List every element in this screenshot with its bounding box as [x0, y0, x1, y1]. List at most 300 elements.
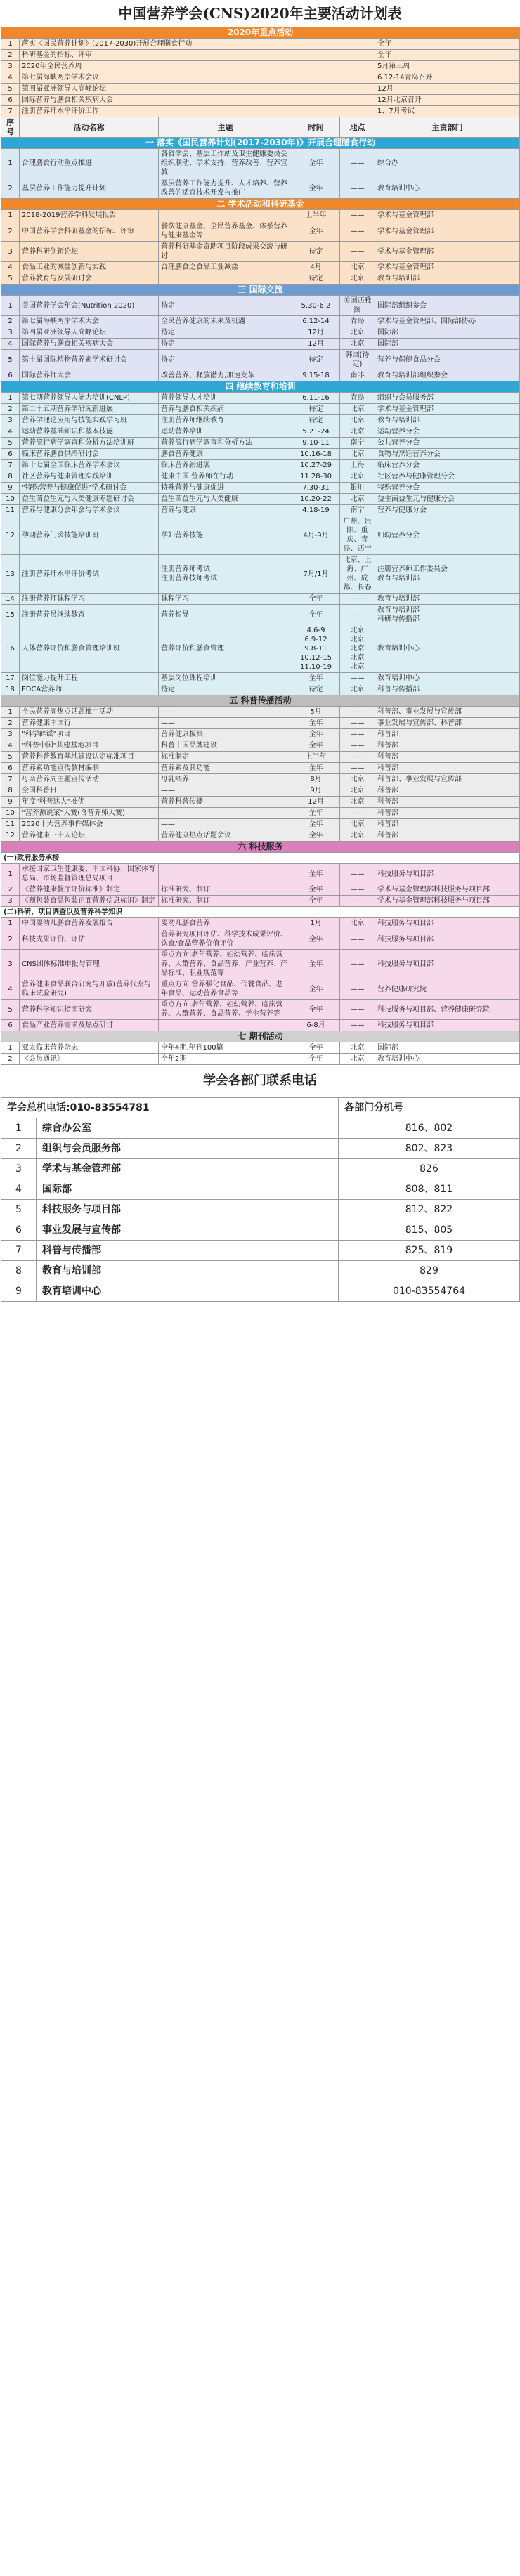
row-dept: 科普部 [375, 752, 520, 763]
row-theme: 标准研究、制订 [159, 896, 292, 907]
row-no: 12 [1, 516, 20, 555]
row-place: —— [340, 242, 375, 262]
row-place: —— [340, 707, 375, 718]
row-name: 美国营养学会年会(Nutrition 2020) [20, 296, 159, 316]
key-row [1, 106, 520, 117]
row-theme: 待定 [159, 296, 292, 316]
row-dept: 国际部组织参会 [375, 296, 520, 316]
row-name: 营养健康中国行 [20, 718, 159, 729]
row-theme [159, 1020, 292, 1031]
row-place: 南宁 [340, 438, 375, 449]
key-row-time: 全年 [375, 50, 520, 61]
contact-main-label: 学会总机电话:010-83554781 [1, 1098, 339, 1118]
row-dept: 教育培训中心 [375, 673, 520, 684]
row-no: 2 [1, 404, 20, 415]
row-dept: 科普部、事业发展与宣传部 [375, 774, 520, 785]
table-row [1, 979, 520, 1000]
row-time: 全年 [292, 149, 340, 178]
section-title: 一 落实《国民营养计划(2017-2030年)》开展合理膳食行动 [1, 138, 520, 149]
row-place: 北京 [340, 918, 375, 929]
key-row-name: 科研基金的招标、评审 [20, 50, 375, 61]
contact-dept: 综合办公室 [37, 1118, 339, 1139]
row-no: 3 [1, 327, 20, 339]
row-theme: 待定 [159, 684, 292, 695]
row-theme: 营养健康板块 [159, 729, 292, 740]
table-row [1, 404, 520, 415]
row-theme: 待定 [159, 327, 292, 339]
row-place: —— [340, 808, 375, 819]
row-theme: 餐饮健康基金、全民营养基金、体系营养与健康基金等 [159, 221, 292, 242]
row-place: —— [340, 763, 375, 774]
row-dept: 学术与基金管理部科技服务与项目部 [375, 896, 520, 907]
row-place: —— [340, 979, 375, 1000]
row-time: 10.27-29 [292, 460, 340, 471]
row-place: —— [340, 752, 375, 763]
key-row [1, 39, 520, 50]
row-time: 7.30-31 [292, 483, 340, 494]
row-dept: 组织与会员服务部 [375, 393, 520, 404]
row-time: 待定 [292, 684, 340, 695]
row-time: 待定 [292, 350, 340, 370]
row-theme: 课程学习 [159, 594, 292, 605]
contact-row [1, 1159, 520, 1179]
row-name: 营养学理论应用与技能实践学习班 [20, 415, 159, 426]
row-time: 全年 [292, 178, 340, 199]
contact-row [1, 1281, 520, 1302]
row-time: 全年 [292, 718, 340, 729]
key-row [1, 95, 520, 106]
row-dept: 科技服务与项目部 [375, 929, 520, 950]
row-dept: 营养健康研究院 [375, 979, 520, 1000]
row-no: 2 [1, 718, 20, 729]
contact-row [1, 1139, 520, 1159]
row-place: —— [340, 718, 375, 729]
row-place: 青岛 [340, 316, 375, 327]
row-place: 北京 [340, 830, 375, 842]
row-name: 第十七届全国临床营养学术会议 [20, 460, 159, 471]
row-place: —— [340, 950, 375, 979]
row-name: 亚太临床营养杂志 [20, 1042, 159, 1054]
row-place: 北京 [340, 273, 375, 285]
contact-dept: 科技服务与项目部 [37, 1200, 339, 1220]
row-theme: 孕妇营养技能 [159, 516, 292, 555]
row-theme: 营养与健康 [159, 505, 292, 516]
row-dept: 教育与培训部 [375, 415, 520, 426]
table-row [1, 555, 520, 594]
row-time: 4.18-19 [292, 505, 340, 516]
row-name: 承接国家卫生健康委、中国科协、国家体育总局、市场监督管理总局项目 [20, 864, 159, 884]
table-row [1, 483, 520, 494]
row-name: 第七届海峡两岸学术大会 [20, 316, 159, 327]
row-no: 2 [1, 929, 20, 950]
row-theme: 营养流行病学调查和分析方法 [159, 438, 292, 449]
row-time: 全年 [292, 950, 340, 979]
row-dept: 教育与培训部组织参会 [375, 370, 520, 381]
row-theme: 全年2期 [159, 1054, 292, 1065]
row-place: 北京、上海、广州、成都、长春 [340, 555, 375, 594]
row-theme: 待定 [159, 339, 292, 350]
row-theme: 重点方向:老年营养、妇幼营养、临床营养、人群营养、食品营养、产业营养、产品标准、职业规范等 [159, 950, 292, 979]
row-no: 10 [1, 808, 20, 819]
row-no: 7 [1, 460, 20, 471]
row-no: 16 [1, 625, 20, 673]
row-theme: 运动营养培训 [159, 426, 292, 438]
contact-no: 8 [1, 1261, 37, 1281]
row-dept: 科普部 [375, 819, 520, 830]
row-place: 北京 [340, 404, 375, 415]
subsection-title: (二)科研、项目调查以及营养科学知识 [1, 907, 520, 918]
header-place: 地点 [340, 117, 375, 138]
row-dept: 社区营养与健康管理分会 [375, 471, 520, 483]
row-no: 3 [1, 896, 20, 907]
row-place: 北京 [340, 1042, 375, 1054]
row-time: 待定 [292, 404, 340, 415]
section-title: 四 继续教育和培训 [1, 381, 520, 393]
table-row [1, 740, 520, 752]
row-time: 全年 [292, 763, 340, 774]
row-place: 北京 [340, 797, 375, 808]
row-no: 12 [1, 830, 20, 842]
row-time: 5月 [292, 707, 340, 718]
row-theme: 标准制定 [159, 752, 292, 763]
table-row [1, 808, 520, 819]
row-dept: 特殊营养分会 [375, 483, 520, 494]
table-row [1, 339, 520, 350]
row-name: 基层营养工作能力提升计划 [20, 178, 159, 199]
row-theme: —— [159, 819, 292, 830]
row-place: 北京 [340, 1054, 375, 1065]
table-row [1, 178, 520, 199]
contact-dept: 学术与基金管理部 [37, 1159, 339, 1179]
table-row [1, 316, 520, 327]
row-no: 13 [1, 555, 20, 594]
table-row [1, 494, 520, 505]
row-place: 北京 北京 北京 北京 北京 [340, 625, 375, 673]
section-title: 二 学术活动和科研基金 [1, 199, 520, 210]
key-row [1, 50, 520, 61]
row-time: 4.6-9 6.9-12 9.8-11 10.12-15 11.10-19 [292, 625, 340, 673]
row-name: 科技成果评价、评估 [20, 929, 159, 950]
row-place: —— [340, 605, 375, 625]
header-no: 序号 [1, 117, 20, 138]
row-no: 17 [1, 673, 20, 684]
row-place: —— [340, 221, 375, 242]
row-theme: 全民营养健康的未来及机遇 [159, 316, 292, 327]
row-time: 全年 [292, 819, 340, 830]
row-time: 全年 [292, 605, 340, 625]
row-theme: 营养素及其功能 [159, 763, 292, 774]
row-dept: 益生菌益生元与健康分会 [375, 494, 520, 505]
row-theme: 重点方向:营养强化食品、代餐食品、老年食品、运动营养食品等 [159, 979, 292, 1000]
row-name: "特殊营养与健康促进"学术研讨会 [20, 483, 159, 494]
row-place: —— [340, 929, 375, 950]
row-name: 人体营养评价和膳食管理培训班 [20, 625, 159, 673]
row-dept: 科技服务与项目部 [375, 950, 520, 979]
row-dept: 教育培训中心 [375, 1054, 520, 1065]
subsection-title: (一)政府服务承接 [1, 853, 520, 864]
row-dept: 教育培训中心 [375, 178, 520, 199]
row-time: 待定 [292, 273, 340, 285]
contact-dept: 组织与会员服务部 [37, 1139, 339, 1159]
contact-dept: 教育与培训部 [37, 1261, 339, 1281]
row-place: —— [340, 884, 375, 896]
table-row [1, 707, 520, 718]
row-time: 全年 [292, 1042, 340, 1054]
row-time: 8月 [292, 774, 340, 785]
row-no: 5 [1, 1000, 20, 1020]
row-time: 1月 [292, 918, 340, 929]
row-dept: 妇幼营养分会 [375, 516, 520, 555]
row-name: 2018-2019营养学科发展报告 [20, 210, 159, 221]
key-row-time: 全年 [375, 39, 520, 50]
row-theme: 临床营养新进展 [159, 460, 292, 471]
row-no: 4 [1, 339, 20, 350]
row-time: 全年 [292, 740, 340, 752]
row-place: 银川 [340, 483, 375, 494]
row-name: 社区营养与健康管理实践培训 [20, 471, 159, 483]
row-name: 注册营养师水平评价考试 [20, 555, 159, 594]
row-name: 营养科普教育基地建设认定标准项目 [20, 752, 159, 763]
contact-no: 1 [1, 1118, 37, 1139]
row-time: 待定 [292, 415, 340, 426]
row-place: —— [340, 1020, 375, 1031]
row-theme: 注册营养师继续教育 [159, 415, 292, 426]
row-name: 第十届国际植物营养素学术研讨会 [20, 350, 159, 370]
row-theme: 膳食营养健康 [159, 449, 292, 460]
row-dept: 学术与基金管理部、国际部协办 [375, 316, 520, 327]
header-time: 时间 [292, 117, 340, 138]
key-row-name: 第七届海峡两岸学术会议 [20, 72, 375, 84]
row-dept: 科技服务与项目部、营养健康研究院 [375, 1000, 520, 1020]
row-place: 北京 [340, 262, 375, 273]
contact-no: 3 [1, 1159, 37, 1179]
row-place: 上海 [340, 460, 375, 471]
row-no: 9 [1, 483, 20, 494]
row-name: 营养与健康分会年会与学术会议 [20, 505, 159, 516]
row-no: 2 [1, 1054, 20, 1065]
table-row [1, 884, 520, 896]
row-theme: 全年4期,年刊100篇 [159, 1042, 292, 1054]
row-theme: 特殊营养与健康促进 [159, 483, 292, 494]
header-dept: 主责部门 [375, 117, 520, 138]
row-place: 北京 [340, 426, 375, 438]
row-time: 4月-9月 [292, 516, 340, 555]
row-dept: 科普与传播部 [375, 684, 520, 695]
row-time: 全年 [292, 884, 340, 896]
key-row-no: 6 [1, 95, 20, 106]
row-theme: 母乳喂养 [159, 774, 292, 785]
table-row [1, 438, 520, 449]
key-row-no: 5 [1, 84, 20, 95]
row-dept: 国际部 [375, 327, 520, 339]
row-name: 《会员通讯》 [20, 1054, 159, 1065]
row-theme: 基层营养工作能力提升、人才培养、营养改善的适宜技术开发与推广 [159, 178, 292, 199]
table-row [1, 262, 520, 273]
key-row-no: 1 [1, 39, 20, 50]
row-name: 2020十大营养事件媒体会 [20, 819, 159, 830]
row-no: 15 [1, 605, 20, 625]
contact-ext: 010-83554764 [339, 1281, 520, 1302]
row-time: 9月 [292, 785, 340, 797]
contact-row [1, 1200, 520, 1220]
contact-row [1, 1220, 520, 1241]
row-dept: 科普部 [375, 740, 520, 752]
table-row [1, 594, 520, 605]
row-dept: 科普部 [375, 830, 520, 842]
row-theme [159, 273, 292, 285]
row-dept: 科普部、事业发展与宣传部 [375, 707, 520, 718]
row-name: 营养科研创新论坛 [20, 242, 159, 262]
row-theme [159, 210, 292, 221]
row-name: 国际营养与膳食相关疾病大会 [20, 339, 159, 350]
row-no: 2 [1, 178, 20, 199]
row-dept: 综合办 [375, 149, 520, 178]
row-name: 营养科学知识指南研究 [20, 1000, 159, 1020]
contact-ext-label: 各部门分机号 [339, 1098, 520, 1118]
row-time: 12月 [292, 797, 340, 808]
row-no: 1 [1, 707, 20, 718]
key-row-name: 落实《国民营养计划》(2017-2030)开展合理膳食行动 [20, 39, 375, 50]
contact-dept: 科普与传播部 [37, 1241, 339, 1261]
row-time: 12月 [292, 339, 340, 350]
row-place: —— [340, 864, 375, 884]
contact-ext: 826 [339, 1159, 520, 1179]
row-no: 5 [1, 752, 20, 763]
row-time: 12月 [292, 327, 340, 339]
row-dept: 学术与基金管理部科技服务与项目部 [375, 884, 520, 896]
row-dept: 运动营养分会 [375, 426, 520, 438]
contacts-title: 学会各部门联系电话 [203, 1073, 317, 1088]
table-row [1, 763, 520, 774]
row-name: 第四届亚洲领导人高峰论坛 [20, 327, 159, 339]
row-place: 北京 [340, 785, 375, 797]
table-row [1, 210, 520, 221]
row-no: 7 [1, 774, 20, 785]
row-dept: 科技服务与项目部 [375, 864, 520, 884]
row-theme: 改善营养、释放潜力,加速变革 [159, 370, 292, 381]
key-row-time: 12月北京召开 [375, 95, 520, 106]
row-theme: 标准研究、制订 [159, 884, 292, 896]
row-no: 5 [1, 273, 20, 285]
row-time: 全年 [292, 729, 340, 740]
row-place: 北京 [340, 471, 375, 483]
row-time: 全年 [292, 979, 340, 1000]
row-dept: 食物与烹饪营养分会 [375, 449, 520, 460]
row-name: 《预包装食品包装正面营养信息标识》制定 [20, 896, 159, 907]
row-no: 6 [1, 1020, 20, 1031]
row-no: 3 [1, 950, 20, 979]
row-time: 全年 [292, 673, 340, 684]
table-row [1, 752, 520, 763]
contact-no: 9 [1, 1281, 37, 1302]
contact-ext: 808、811 [339, 1179, 520, 1200]
row-theme: 营养指导 [159, 605, 292, 625]
row-place: 广州、贵阳、重庆、青岛、西宁 [340, 516, 375, 555]
row-name: 年度"科普达人"推优 [20, 797, 159, 808]
row-no: 2 [1, 884, 20, 896]
row-name: 母亲营养周主题宣传活动 [20, 774, 159, 785]
contact-no: 4 [1, 1179, 37, 1200]
row-dept: 科普部 [375, 763, 520, 774]
row-place: —— [340, 896, 375, 907]
row-dept: 学术与基金管理部 [375, 210, 520, 221]
row-place: 北京 [340, 494, 375, 505]
row-name: 全民营养周热点话题推广活动 [20, 707, 159, 718]
row-no: 6 [1, 370, 20, 381]
row-dept: 教育与培训部 [375, 594, 520, 605]
row-theme: 营养研究项目评估、科学技术成果评价、饮食/食品营养价值评价 [159, 929, 292, 950]
row-name: 临床营养膳食供给研讨会 [20, 449, 159, 460]
row-no: 1 [1, 149, 20, 178]
row-name: 注册营养员继续教育 [20, 605, 159, 625]
table-row [1, 1020, 520, 1031]
row-name: 注册营养师课程学习 [20, 594, 159, 605]
row-dept: 科技服务与项目部 [375, 918, 520, 929]
row-time: 6-8月 [292, 1020, 340, 1031]
table-header [1, 117, 520, 138]
row-dept: 教育与培训部 [375, 273, 520, 285]
row-name: 益生菌益生元与人类健康专题研讨会 [20, 494, 159, 505]
contact-no: 7 [1, 1241, 37, 1261]
row-theme [159, 864, 292, 884]
contact-ext: 802、823 [339, 1139, 520, 1159]
row-name: 合理膳食行动重点推进 [20, 149, 159, 178]
row-no: 2 [1, 316, 20, 327]
row-theme: 各省学会、基层工作站及卫生健康委员会组织联动、学术支持、营养改善、营养宣教 [159, 149, 292, 178]
row-time: 9.10-11 [292, 438, 340, 449]
table-row [1, 918, 520, 929]
row-theme: 注册营养师考试 注册营养技师考试 [159, 555, 292, 594]
row-time: 全年 [292, 864, 340, 884]
row-place: 南宁 [340, 505, 375, 516]
table-row [1, 242, 520, 262]
row-no: 1 [1, 864, 20, 884]
key-row-no: 7 [1, 106, 20, 117]
key-row-time: 12月 [375, 84, 520, 95]
row-no: 8 [1, 471, 20, 483]
contact-ext: 825、819 [339, 1241, 520, 1261]
row-dept: 营养与保健食品分会 [375, 350, 520, 370]
row-place: —— [340, 149, 375, 178]
row-no: 1 [1, 1042, 20, 1054]
row-time: 全年 [292, 1000, 340, 1020]
row-name: 中国婴幼儿膳食营养发展报告 [20, 918, 159, 929]
row-no: 9 [1, 797, 20, 808]
row-no: 5 [1, 438, 20, 449]
row-name: 第七期营养领导人能力培训(CNLP) [20, 393, 159, 404]
key-section-title: 2020年重点活动 [1, 27, 520, 39]
row-dept: 学术与基金管理部 [375, 262, 520, 273]
row-time: 4月 [292, 262, 340, 273]
row-theme: 益生菌益生元与人类健康 [159, 494, 292, 505]
row-name: 营养健康食品联合研究与开放(营养代谢与临床试验研究) [20, 979, 159, 1000]
contact-row [1, 1179, 520, 1200]
row-time: 9.15-18 [292, 370, 340, 381]
row-dept: 公共营养分会 [375, 438, 520, 449]
key-row-name: 2020年全民营养周 [20, 61, 375, 72]
row-time: 5.30-6.2 [292, 296, 340, 316]
row-dept: 教育与培训部 科研与传播部 [375, 605, 520, 625]
row-place: —— [340, 210, 375, 221]
key-row-name: 国际营养与膳食相关疾病大会 [20, 95, 375, 106]
row-place: 北京 [340, 415, 375, 426]
table-row [1, 896, 520, 907]
row-dept: 国际部 [375, 339, 520, 350]
row-theme: —— [159, 707, 292, 718]
row-no: 4 [1, 262, 20, 273]
row-name: 营养教育与发展研讨会 [20, 273, 159, 285]
row-dept: 学术与基金管理部 [375, 242, 520, 262]
